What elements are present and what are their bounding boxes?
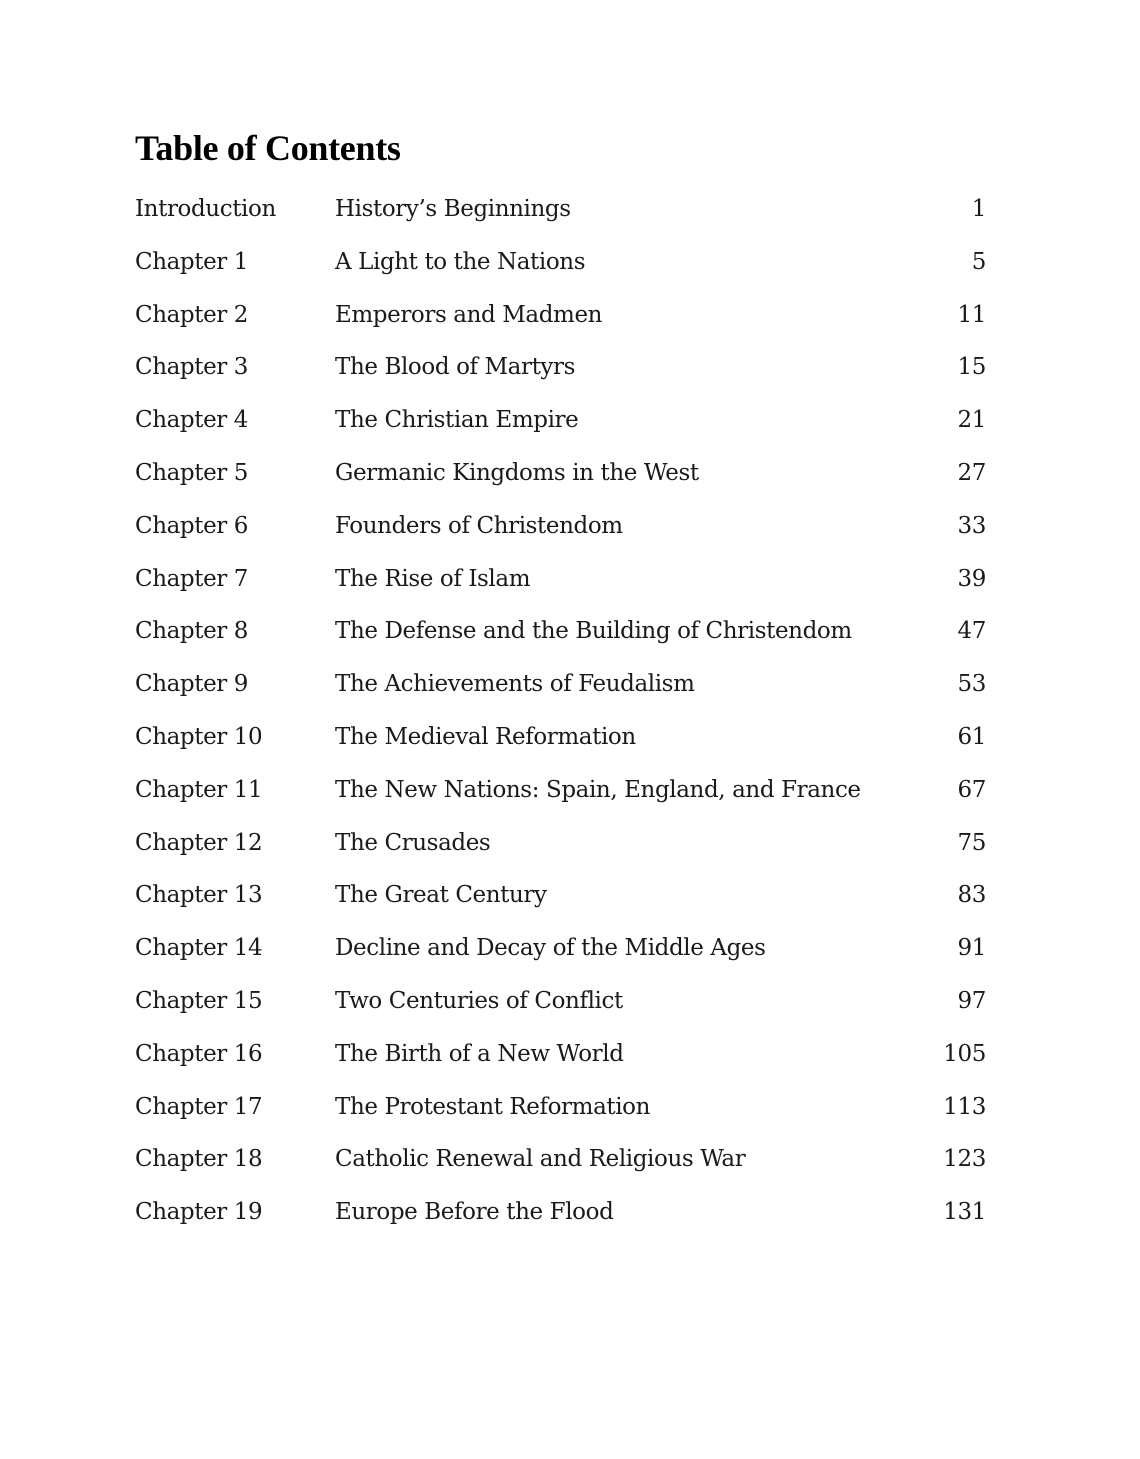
toc-entry (0, 237, 1140, 290)
toc-entry (0, 765, 1140, 818)
toc-entry-page-number: 123 (943, 1146, 986, 1173)
toc-entry-page-number: 75 (957, 829, 986, 856)
toc-entry-label: Chapter 6 (135, 512, 249, 539)
toc-entry-label: Chapter 12 (135, 829, 263, 856)
toc-entry-page-number: 21 (957, 407, 986, 434)
toc-entry-label: Chapter 14 (135, 935, 263, 962)
toc-entry-title: Decline and Decay of the Middle Ages (335, 935, 766, 962)
toc-entry (0, 290, 1140, 343)
toc-entry (0, 712, 1140, 765)
toc-entry (0, 1187, 1140, 1240)
toc-entry-title: Germanic Kingdoms in the West (335, 459, 699, 486)
toc-list (0, 184, 1140, 1240)
toc-entry-label: Chapter 10 (135, 723, 263, 750)
toc-entry-title: The Crusades (335, 829, 491, 856)
toc-entry (0, 501, 1140, 554)
toc-entry-label: Chapter 17 (135, 1093, 263, 1120)
toc-entry-label: Chapter 9 (135, 671, 249, 698)
toc-entry-page-number: 39 (957, 565, 986, 592)
toc-entry-page-number: 15 (957, 354, 986, 381)
toc-entry-label: Chapter 16 (135, 1040, 263, 1067)
toc-entry-title: The Blood of Martyrs (335, 354, 576, 381)
toc-entry-label: Chapter 18 (135, 1146, 263, 1173)
toc-entry (0, 448, 1140, 501)
toc-entry-title: The New Nations: Spain, England, and France (335, 776, 861, 803)
toc-entry-title: Founders of Christendom (335, 512, 623, 539)
toc-entry-title: The Great Century (335, 882, 547, 909)
toc-entry-page-number: 131 (943, 1199, 986, 1226)
toc-entry (0, 976, 1140, 1029)
toc-entry-label: Chapter 13 (135, 882, 263, 909)
toc-entry-title: The Defense and the Building of Christendom (335, 618, 852, 645)
toc-entry-page-number: 83 (957, 882, 986, 909)
toc-entry-page-number: 53 (957, 671, 986, 698)
toc-entry-title: Catholic Renewal and Religious War (335, 1146, 746, 1173)
toc-entry-page-number: 33 (957, 512, 986, 539)
toc-entry (0, 870, 1140, 923)
toc-entry-label: Chapter 19 (135, 1199, 263, 1226)
toc-entry-title: The Birth of a New World (335, 1040, 624, 1067)
toc-entry-title: The Medieval Reformation (335, 723, 636, 750)
toc-entry-label: Chapter 8 (135, 618, 249, 645)
toc-entry-label: Chapter 1 (135, 248, 249, 275)
toc-entry-page-number: 11 (957, 301, 986, 328)
toc-entry-title: The Christian Empire (335, 407, 579, 434)
toc-entry-title: A Light to the Nations (335, 248, 586, 275)
toc-entry-title: Two Centuries of Conflict (335, 987, 623, 1014)
toc-entry-label: Chapter 3 (135, 354, 249, 381)
toc-entry (0, 818, 1140, 871)
toc-entry-title: Emperors and Madmen (335, 301, 603, 328)
toc-entry-label: Chapter 15 (135, 987, 263, 1014)
toc-entry (0, 1134, 1140, 1187)
toc-entry (0, 1029, 1140, 1082)
toc-entry-page-number: 105 (943, 1040, 986, 1067)
toc-entry-page-number: 5 (971, 248, 986, 275)
toc-entry (0, 606, 1140, 659)
toc-entry (0, 923, 1140, 976)
toc-entry-page-number: 27 (957, 459, 986, 486)
toc-entry (0, 342, 1140, 395)
page-title: Table of Contents (135, 128, 401, 168)
toc-entry (0, 395, 1140, 448)
toc-entry (0, 554, 1140, 607)
toc-entry-title: History’s Beginnings (335, 196, 571, 222)
toc-entry-label: Chapter 4 (135, 407, 249, 434)
toc-entry-page-number: 67 (957, 776, 986, 803)
toc-entry-page-number: 1 (971, 196, 986, 222)
toc-entry-label: Chapter 5 (135, 459, 249, 486)
toc-entry-label: Chapter 11 (135, 776, 263, 803)
toc-entry-label: Introduction (135, 196, 276, 222)
toc-entry-title: The Protestant Reformation (335, 1093, 651, 1120)
toc-entry-title: The Achievements of Feudalism (335, 671, 695, 698)
toc-entry-page-number: 97 (957, 987, 986, 1014)
toc-entry-page-number: 91 (957, 935, 986, 962)
toc-entry-label: Chapter 7 (135, 565, 249, 592)
toc-entry (0, 184, 1140, 237)
toc-entry-label: Chapter 2 (135, 301, 249, 328)
toc-entry (0, 1082, 1140, 1135)
toc-entry-title: Europe Before the Flood (335, 1199, 614, 1226)
toc-entry-page-number: 113 (943, 1093, 986, 1120)
toc-entry (0, 659, 1140, 712)
toc-entry-page-number: 47 (957, 618, 986, 645)
toc-entry-page-number: 61 (957, 723, 986, 750)
toc-entry-title: The Rise of Islam (335, 565, 531, 592)
